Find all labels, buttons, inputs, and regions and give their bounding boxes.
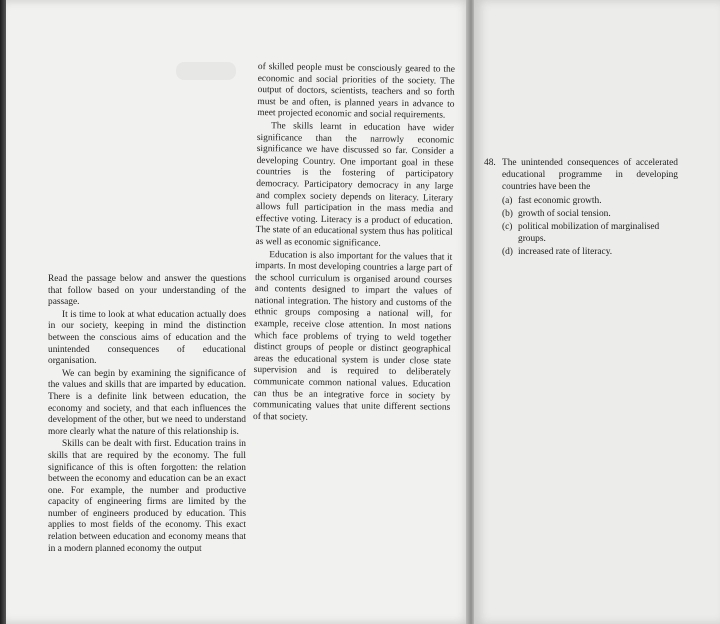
passage-paragraph: We can begin by examining the significance of the values and skills that are imparted by education. There is a definite link between education, the economy and society, and that each influences the development of the other, but we need to understand more clearly what the nature of this relationship is. xyxy=(48,368,246,437)
option-a xyxy=(502,196,678,208)
option-label: (b) xyxy=(502,209,513,220)
option-label: (d) xyxy=(502,246,513,257)
option-d xyxy=(502,247,678,259)
question-48 xyxy=(484,158,678,259)
option-text: growth of social tension. xyxy=(518,209,611,220)
page-smudge xyxy=(176,62,236,80)
option-c xyxy=(502,222,678,246)
passage-paragraph: Skills can be dealt with first. Education trains in skills that are required by the economy. The full significance of this is often forgotten: the relation between the economy and education can be an exact one. For example, the number and productive capacity of engineering firms are limited by the number of engineers produced by education. This applies to most fields of the economy. This exact relation between education and economy means that in a modern planned economy the output xyxy=(48,439,246,554)
answer-options xyxy=(502,196,678,258)
passage-column-middle xyxy=(253,62,455,426)
instruction-paragraph: Read the passage below and answer the questions that follow based on your understanding of the passage. xyxy=(48,274,246,308)
passage-paragraph: It is time to look at what education actually does in our society, keeping in mind the distinction between the conscious aims of education and the unintended consequences of educational organisation. xyxy=(48,309,246,367)
option-text: fast economic growth. xyxy=(518,196,602,207)
question-text: The unintended consequences of accelerated educational programme in developing countries have been the xyxy=(502,158,678,192)
option-label: (c) xyxy=(502,221,513,232)
option-b xyxy=(502,209,678,221)
question-stem xyxy=(484,158,678,193)
option-label: (a) xyxy=(502,196,513,207)
option-text: political mobilization of marginalised groups. xyxy=(518,221,660,244)
passage-column-left xyxy=(48,274,246,555)
passage-paragraph: Education is also important for the values that it imparts. In most developing countries a large part of the school curriculum is organised around courses and contents designed to impart the values of national integration. The history and customs of the ethnic groups composing a national will, for example, receive close attention. In most nations which face problems of trying to weld together distinct groups of people or distinct geographical areas the educational system is under close state supervision and is required to deliberately communicate common national values. Education can thus be an integrative force in society by communicating values that unite different sections of that society. xyxy=(252,249,453,423)
option-text: increased rate of literacy. xyxy=(518,246,613,257)
right-page xyxy=(474,0,720,624)
question-number: 48. xyxy=(484,158,496,168)
passage-paragraph: of skilled people must be consciously geared to the economic and social priorities of the society. The output of doctors, scientists, teachers and so forth must be and often, is planned years in advance to meet projected economic and social requirements. xyxy=(257,62,455,121)
passage-paragraph: The skills learnt in education have wider significance than the narrowly economic significance we have discussed so far. Consider a developing Country. One important goal in these countries is the fostering of participatory democracy. Participatory democracy in any large and complex society depends on literacy. Literary allows full participation in the mass media and effective voting. Literacy is a product of education. The state of an educational system thus has political as well as economic significance. xyxy=(255,121,455,249)
